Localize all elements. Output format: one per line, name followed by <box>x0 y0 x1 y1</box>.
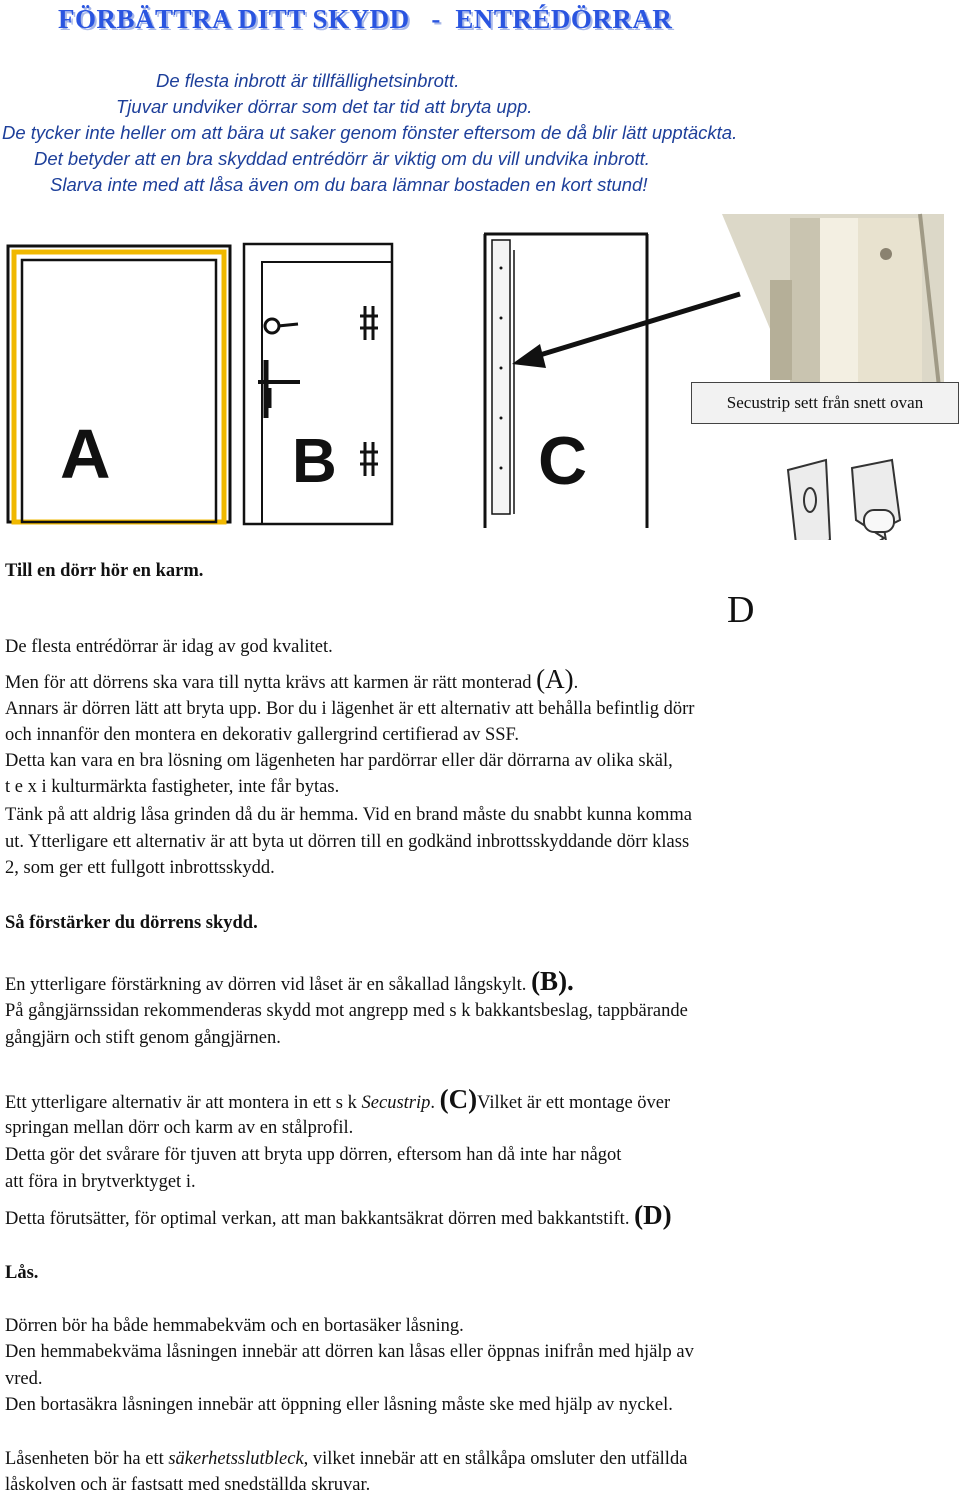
door-a-label: A <box>60 415 111 493</box>
secustrip-photo <box>722 214 944 396</box>
door-a-illustration <box>8 246 230 522</box>
paragraph: Detta kan vara en bra lösning om lägenheten har pardörrar eller där dörrarna av olika skäl, <box>5 751 673 771</box>
paragraph: 2, som ger ett fullgott inbrottsskydd. <box>5 858 275 878</box>
paragraph: Annars är dörren lätt att bryta upp. Bor du i lägenhet är ett alternativ att behålla befintlig dörr <box>5 699 695 719</box>
paragraph: Dörren bör ha både hemmabekväm och en bortasäker låsning. <box>5 1316 464 1336</box>
door-c-label: C <box>538 423 588 499</box>
paragraph: Detta gör det svårare för tjuven att bryta upp dörren, eftersom han då inte har något <box>5 1145 622 1165</box>
paragraph: springan mellan dörr och karm av en stålprofil. <box>5 1118 354 1138</box>
paragraph: och innanför den montera en dekorativ gallergrind certifierad av SSF. <box>5 725 519 745</box>
heading-karm: Till en dörr hör en karm. <box>5 561 204 581</box>
bakkantstift-illustration <box>770 460 914 540</box>
paragraph: gångjärn och stift genom gångjärnen. <box>5 1028 281 1048</box>
paragraph: ut. Ytterligare ett alternativ är att byta ut dörren till en godkänd inbrottsskyddande dörr klass <box>5 832 690 852</box>
door-illustrations <box>0 210 960 540</box>
paragraph: En ytterligare förstärkning av dörren vid låset är en såkallad långskylt. (B). <box>5 966 574 996</box>
paragraph: Detta förutsätter, för optimal verkan, att man bakkantsäkrat dörren med bakkantstift. (D) <box>5 1200 672 1230</box>
paragraph: Men för att dörrens ska vara till nytta krävs att karmen är rätt monterad (A). <box>5 664 579 694</box>
paragraph: låskolven och är fastsatt med snedställda skruvar. <box>5 1475 371 1495</box>
door-b-illustration <box>244 244 392 524</box>
paragraph: t e x i kulturmärkta fastigheter, inte får bytas. <box>5 777 340 797</box>
paragraph: De flesta entrédörrar är idag av god kvalitet. <box>5 637 333 657</box>
door-b-label: B <box>292 427 337 496</box>
intro-line: Slarva inte med att låsa även om du bara lämnar bostaden en kort stund! <box>50 174 648 195</box>
paragraph: att föra in brytverktyget i. <box>5 1172 196 1192</box>
door-c-illustration <box>484 234 648 528</box>
d-label: D <box>727 589 755 631</box>
intro-line: Det betyder att en bra skyddad entrédörr är viktig om du vill undvika inbrott. <box>34 148 650 169</box>
paragraph: Låsenheten bör ha ett säkerhetsslutbleck, vilket innebär att en stålkåpa omsluter den utfällda <box>5 1449 688 1469</box>
photo-caption: Secustrip sett från snett ovan <box>691 382 959 424</box>
heading-las: Lås. <box>5 1263 39 1283</box>
arrow-icon <box>512 294 740 368</box>
paragraph: Ett ytterligare alternativ är att montera in ett s k Secustrip. (C)Vilket är ett montage över <box>5 1084 671 1114</box>
page-title: FÖRBÄTTRA DITT SKYDD - ENTRÉDÖRRAR <box>58 4 673 34</box>
paragraph: vred. <box>5 1369 43 1389</box>
paragraph: På gångjärnssidan rekommenderas skydd mot angrepp med s k bakkantsbeslag, tappbärande <box>5 1001 688 1021</box>
paragraph: Den bortasäkra låsningen innebär att öppning eller låsning måste ske med hjälp av nyckel. <box>5 1395 673 1415</box>
paragraph: Den hemmabekväma låsningen innebär att dörren kan låsas eller öppnas inifrån med hjälp av <box>5 1342 694 1362</box>
heading-skydd: Så förstärker du dörrens skydd. <box>5 913 258 933</box>
paragraph: Tänk på att aldrig låsa grinden då du är hemma. Vid en brand måste du snabbt kunna komma <box>5 805 692 825</box>
intro-line: De tycker inte heller om att bära ut saker genom fönster eftersom de då blir lätt upptäckta. <box>2 122 738 143</box>
intro-line: De flesta inbrott är tillfällighetsinbrott. <box>156 70 460 91</box>
intro-line: Tjuvar undviker dörrar som det tar tid att bryta upp. <box>116 96 533 117</box>
